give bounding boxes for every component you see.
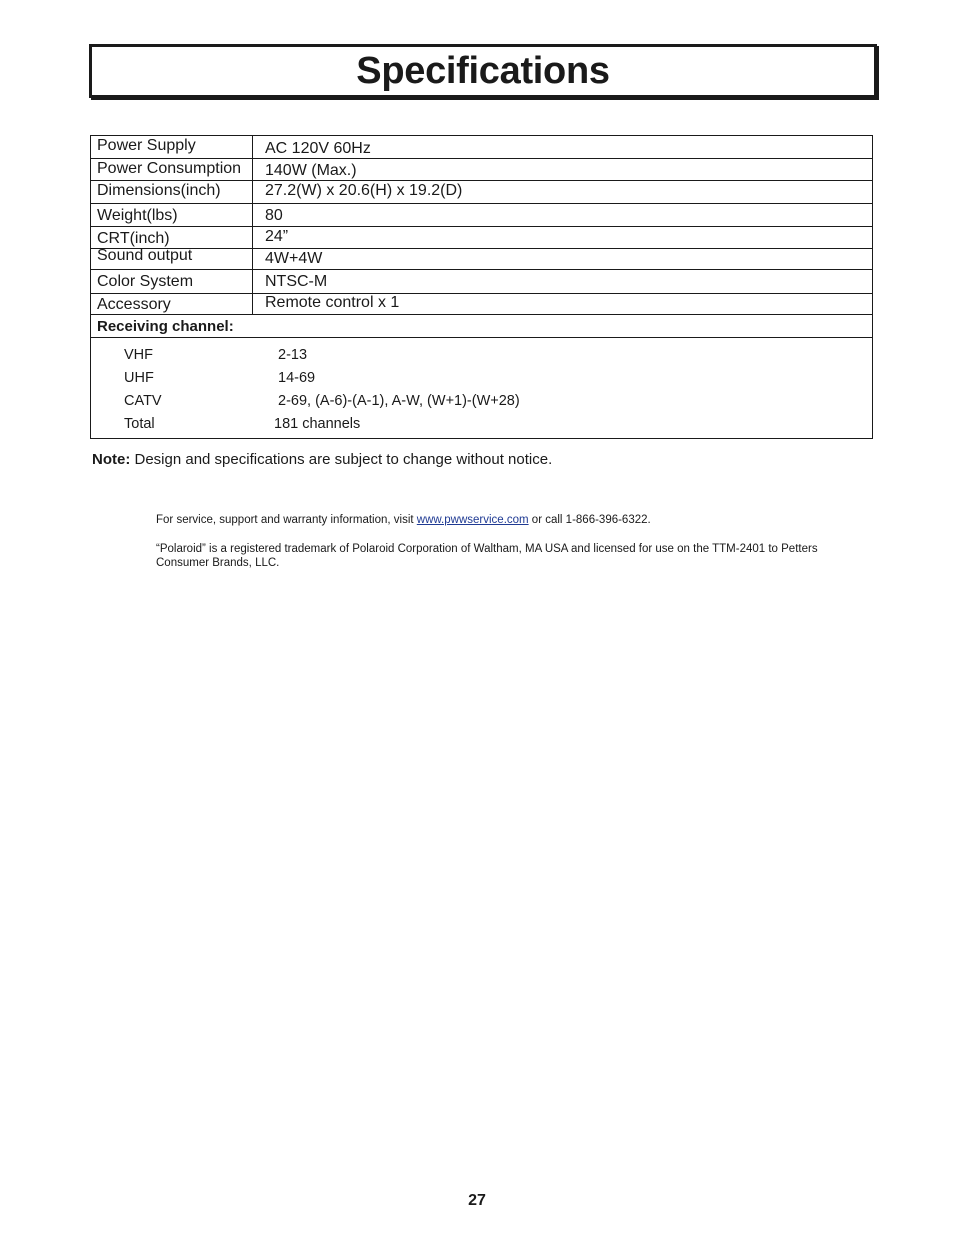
spec-label: Weight(lbs) [91, 204, 253, 226]
channel-value: 14-69 [278, 370, 316, 386]
note-text: Design and specifications are subject to change without notice. [130, 451, 553, 468]
spec-row-dimensions [91, 181, 872, 204]
channel-value: 181 channels [274, 416, 361, 432]
channel-value: 2-13 [278, 347, 308, 363]
spec-row-color-system [91, 270, 872, 294]
spec-table [90, 135, 873, 439]
spec-label: CRT(inch) [91, 227, 253, 248]
spec-row-sound-output [91, 249, 872, 270]
spec-label: Power Consumption [91, 159, 253, 180]
service-prefix: For service, support and warranty information, visit [156, 514, 417, 526]
page-title: Specifications [356, 49, 610, 92]
spec-label: Color System [91, 270, 253, 293]
note-label: Note: [92, 451, 131, 468]
channel-name: UHF [124, 370, 154, 386]
spec-value: 80 [265, 207, 283, 224]
channel-name: CATV [124, 393, 162, 409]
receiving-channel-heading: Receiving channel: [91, 315, 872, 338]
spec-label: Power Supply [91, 136, 253, 158]
spec-value: AC 120V 60Hz [265, 140, 371, 157]
service-suffix: or call 1-866-396-6322. [528, 514, 651, 526]
spec-row-accessory [91, 294, 872, 315]
channel-row-total [91, 413, 872, 436]
spec-value: Remote control x 1 [265, 294, 400, 311]
channel-value: 2-69, (A-6)-(A-1), A-W, (W+1)-(W+28) [278, 393, 520, 409]
spec-value: 4W+4W [265, 250, 323, 267]
spec-value: 24” [265, 228, 289, 245]
trademark-notice: “Polaroid” is a registered trademark of Polaroid Corporation of Waltham, MA USA and licensed for use on the TTM-2401 to Petters Consumer Brands, LLC. [156, 543, 818, 569]
channel-row-catv [91, 390, 872, 413]
service-link[interactable]: www.pwwservice.com [416, 514, 529, 526]
channel-name: VHF [124, 347, 153, 363]
service-info [156, 514, 651, 526]
spec-value: NTSC-M [265, 273, 328, 290]
spec-row-power-consumption [91, 159, 872, 181]
spec-value: 27.2(W) x 20.6(H) x 19.2(D) [265, 182, 463, 199]
channel-row-uhf [91, 367, 872, 390]
spec-label: Sound output [91, 246, 253, 269]
spec-label: Accessory [91, 294, 253, 314]
spec-row-weight [91, 204, 872, 227]
spec-label: Dimensions(inch) [91, 181, 253, 203]
channel-list [91, 338, 872, 438]
spec-row-power-supply [91, 136, 872, 159]
note [92, 451, 552, 468]
channel-name: Total [124, 416, 155, 432]
page-title-box [89, 44, 877, 98]
page-number: 27 [468, 1192, 486, 1209]
channel-row-vhf [91, 344, 872, 367]
spec-value: 140W (Max.) [265, 162, 357, 179]
